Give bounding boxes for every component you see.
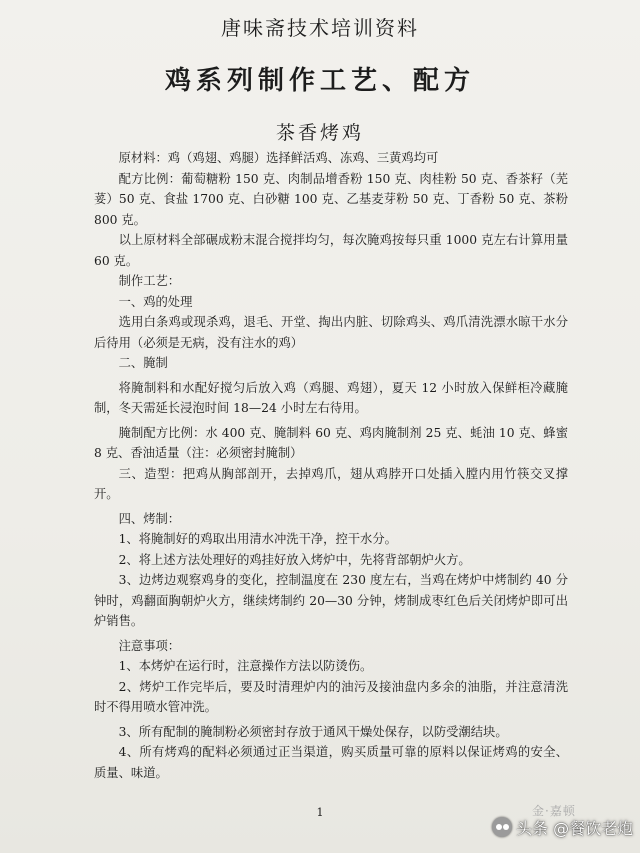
note-4: 4、所有烤鸡的配料必须通过正当渠道，购买质量可靠的原料以保证烤鸡的安全、质量、味道。 [94, 745, 568, 780]
wechat-icon [492, 817, 512, 837]
note-3: 3、所有配制的腌制粉必须密封存放于通风干燥处保存，以防受潮结块。 [118, 724, 508, 739]
paragraph-formula: 配方比例：葡萄糖粉 150 克、肉制品增香粉 150 克、肉桂粉 50 克、香茶籽（芜荽）50 克、食盐 1700 克、白砂糖 100 克、乙基麦芽粉 50 克、丁香粉 50 克、茶粉 800 克。 [94, 171, 568, 227]
paragraph-usage: 以上原材料全部碾成粉末混合搅拌均匀，每次腌鸡按每只重 1000 克左右计算用量 60 克。 [94, 233, 568, 268]
paragraph-chicken-prep: 选用白条鸡或现杀鸡，退毛、开堂、掏出内脏、切除鸡头、鸡爪清洗漂水晾干水分后待用（必须是无病，没有注水的鸡） [94, 315, 568, 350]
page-number: 1 [316, 806, 324, 819]
roasting-step-2: 2、将上述方法处理好的鸡挂好放入烤炉中，先将背部朝炉火方。 [118, 552, 471, 567]
roasting-step-3: 3、边烤边观察鸡身的变化，控制温度在 230 度左右，当鸡在烤炉中烤制约 40 分钟时，鸡翻面胸朝炉火方，继续烤制约 20—30 分钟，烤制成枣红色后关闭烤炉即可出炉销售。 [94, 573, 568, 628]
recipe-title: 茶香烤鸡 [275, 122, 364, 144]
paragraph-ingredients: 原材料：鸡（鸡翅、鸡腿）选择鲜活鸡、冻鸡、三黄鸡均可 [118, 151, 439, 165]
note-2: 2、烤炉工作完毕后，要及时清理炉内的油污及接油盘内多余的油脂，并注意清洗时不得用喷水管冲洗。 [94, 679, 568, 714]
heading-roasting: 四、烤制： [118, 511, 181, 526]
faint-watermark-text: 金·嘉顿 [532, 804, 576, 818]
note-1: 1、本烤炉在运行时，注意操作方法以防烫伤。 [118, 659, 373, 673]
document-title: 鸡系列制作工艺、配方 [164, 66, 475, 96]
heading-marinate: 二、腌制 [118, 356, 168, 370]
roasting-step-1: 1、将腌制好的鸡取出用清水冲洗干净，控干水分。 [118, 532, 397, 546]
heading-chicken-prep: 一、鸡的处理 [118, 294, 193, 309]
document-header: 唐味斋技术培训资料 [221, 16, 419, 40]
document-body [94, 148, 568, 783]
paragraph-shaping: 三、造型：把鸡从胸部剖开，去掉鸡爪，翅从鸡脖开口处插入膛内用竹筷交叉撑开。 [94, 466, 568, 501]
paragraph-marinate-formula: 腌制配方比例：水 400 克、腌制料 60 克、鸡肉腌制剂 25 克、蚝油 10 克、蜂蜜 8 克、香油适量（注：必须密封腌制） [94, 425, 568, 460]
watermark-text: 头条 @餐饮老炮 [516, 818, 634, 838]
heading-notes: 注意事项： [118, 638, 181, 653]
source-watermark [492, 812, 633, 842]
heading-process: 制作工艺： [118, 274, 181, 288]
paragraph-marinate: 将腌制料和水配好搅匀后放入鸡（鸡腿、鸡翅），夏天 12 小时放入保鲜柜冷藏腌制，冬天需延长浸泡时间 18—24 小时左右待用。 [94, 380, 568, 415]
